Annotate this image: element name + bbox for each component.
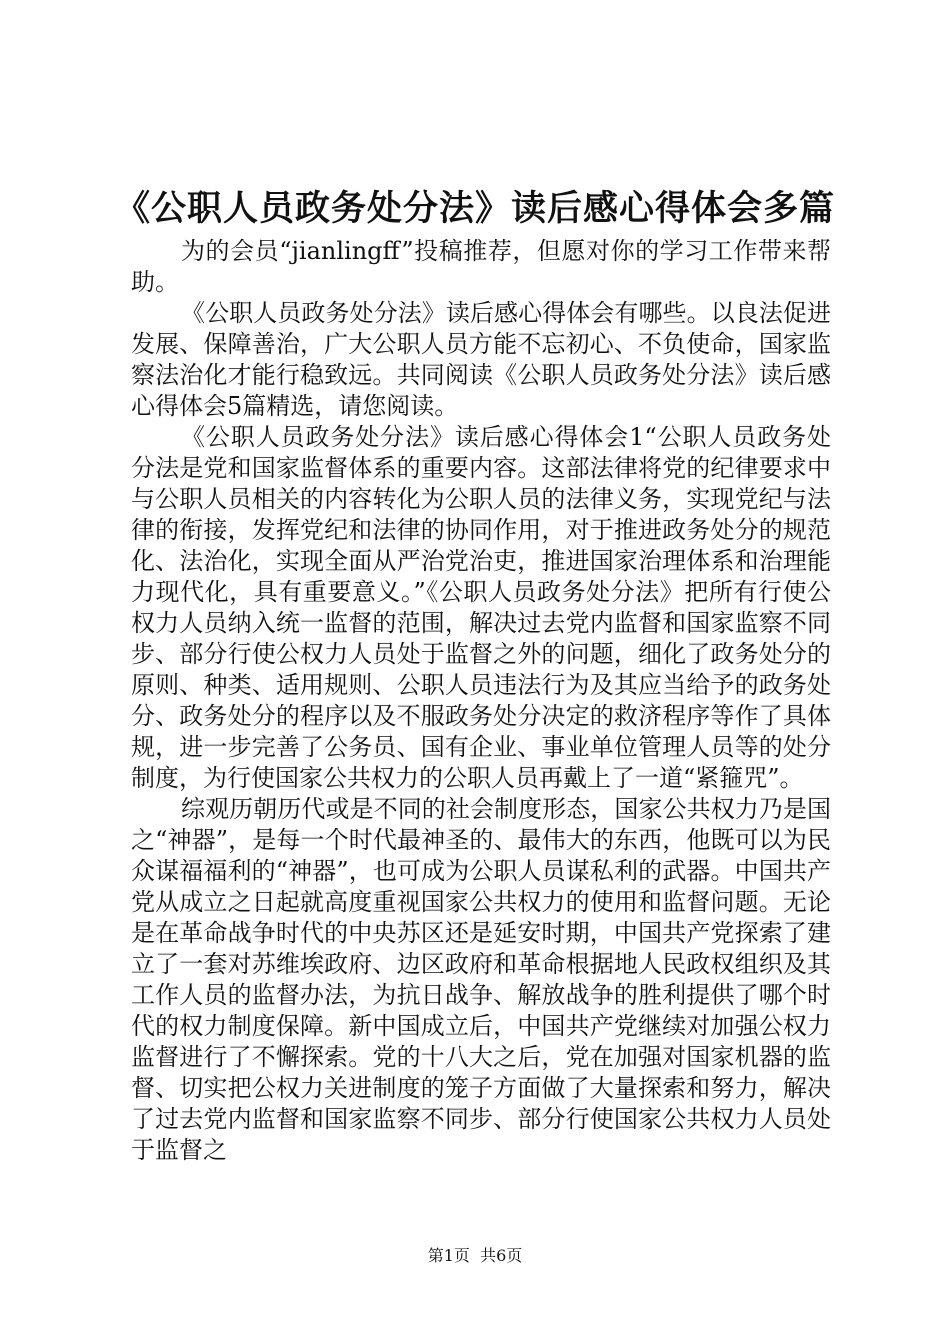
- paragraph-intro: 为的会员“jianlingff”投稿推荐，但愿对你的学习工作带来帮助。: [131, 237, 831, 296]
- paragraph-essay-1: 《公职人员政务处分法》读后感心得体会1“公职人员政务处分法是党和国家监督体系的重要内容。这部法律将党的纪律要求中与公职人员相关的内容转化为公职人员的法律义务，实现党纪与法律的衔接，发挥党纪和法律的协同作用，对于推进政务处分的规范化、法治化，实现全面从严治党治吏，推进国家治理体系和治理能力现代化，具有重要意义。”《公职人员政务处分法》把所有行使公权力人员纳入统一监督的范围，解决过去党内监督和国家监察不同步、部分行使公权力人员处于监督之外的问题，细化了政务处分的原则、种类、适用规则、公职人员违法行为及其应当给予的政务处分、政务处分的程序以及不服政务处分决定的救济程序等作了具体规，进一步完善了公务员、国有企业、事业单位管理人员等的处分制度，为行使国家公共权力的公职人员再戴上了一道“紧箍咒”。: [131, 423, 831, 792]
- footer-spacer: [470, 1246, 480, 1265]
- paragraph-history: 综观历朝历代或是不同的社会制度形态，国家公共权力乃是国之“神器”，是每一个时代最神圣的、最伟大的东西，他既可以为民众谋福福利的“神器”，也可成为公职人员谋私利的武器。中国共产党从成立之日起就高度重视国家公共权力的使用和监督问题。无论是在革命战争时代的中央苏区还是延安时期，中国共产党探索了建立了一套对苏维埃政府、边区政府和革命根据地人民政权组织及其工作人员的监督办法，为抗日战争、解放战争的胜利提供了哪个时代的权力制度保障。新中国成立后，中国共产党继续对加强公权力监督进行了不懈探索。党的十八大之后，党在加强对国家机器的监督、切实把公权力关进制度的笼子方面做了大量探索和努力，解决了过去党内监督和国家监察不同步、部分行使国家公共权力人员处于监督之: [131, 795, 831, 1164]
- document-title: 《公职人员政务处分法》读后感心得体会多篇: [114, 188, 835, 229]
- page-total: 共6页: [480, 1246, 523, 1265]
- paragraph-summary: 《公职人员政务处分法》读后感心得体会有哪些。以良法促进发展、保障善治，广大公职人员方能不忘初心、不负使命，国家监察法治化才能行稳致远。共同阅读《公职人员政务处分法》读后感心得体会5篇精选，请您阅读。: [131, 299, 831, 420]
- page-number: 第1页: [427, 1246, 470, 1265]
- document-body: [131, 236, 831, 1166]
- page-footer: [0, 1245, 950, 1267]
